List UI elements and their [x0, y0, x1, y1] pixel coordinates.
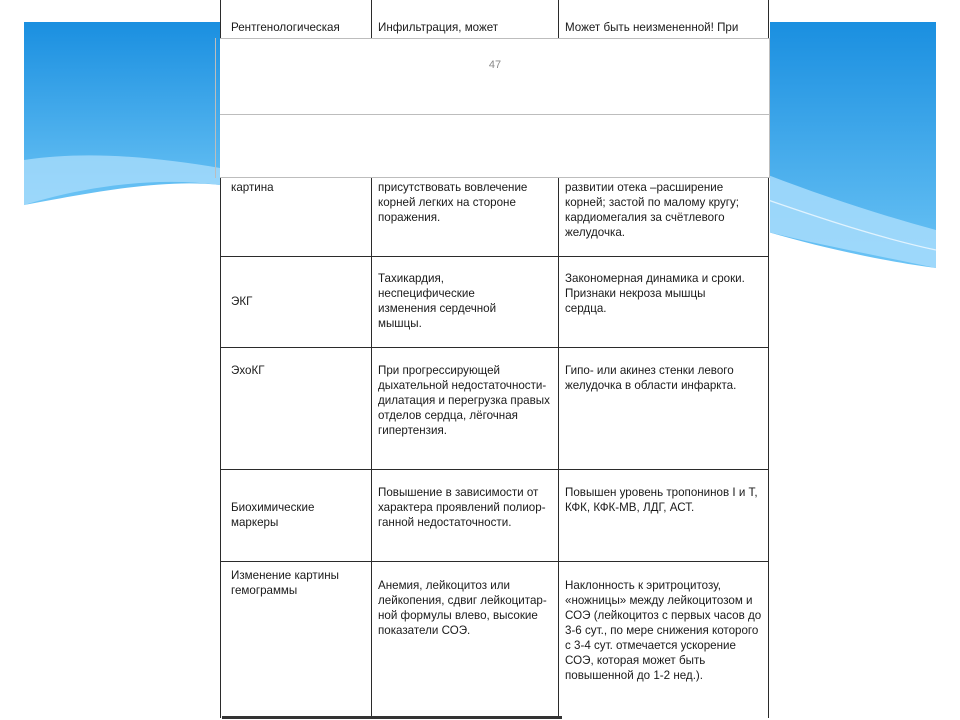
- cropped-caption-line: [222, 713, 562, 720]
- document-page: [220, 0, 770, 720]
- table-cell: Повышение в зависимости от характера проявлений полиор-ганной недостаточности.: [378, 486, 546, 529]
- table-cell-label: Рентгенологическая: [231, 21, 340, 34]
- table-cell-label: Биохимические маркеры: [231, 501, 315, 529]
- table-cell-label: ЭхоКГ: [231, 364, 265, 377]
- table-cell: развитии отека –расширение корней; застой по малому кругу; кардиомегалия за счётлевого желудочка.: [565, 181, 740, 239]
- page-break: [220, 38, 770, 178]
- table-cell-label: картина: [231, 181, 274, 194]
- table-cell: Повышен уровень тропонинов I и Т, КФК, КФК-МВ, ЛДГ, АСТ.: [565, 486, 758, 514]
- table-cell-label: ЭКГ: [231, 295, 253, 308]
- page-edge-right: [769, 38, 770, 178]
- table-cell: Тахикардия, неспецифические изменения сердечной мышцы.: [378, 272, 497, 330]
- table-row-separator: [220, 347, 769, 348]
- table-cell: Инфильтрация, может: [378, 21, 499, 34]
- table-cell: При прогрессирующей дыхательной недостаточности-дилатация и перегрузка правых отделов сердца, лёгочная гипертензия.: [378, 364, 550, 437]
- table-cell: Анемия, лейкоцитоз или лейкопения, сдвиг лейкоцитар-ной формулы влево, высокие показатели СОЭ.: [378, 579, 547, 637]
- table-row-separator: [220, 256, 769, 257]
- table-cell: Наклонность к эритроцитозу, «ножницы» между лейкоцитозом и СОЭ (лейкоцитоз с первых часов до 3-6 сут., по мере снижения которого с 3-4 сут. отмечается ускорение СОЭ, которая может быть повышенной до 1-2 нед.).: [565, 579, 762, 682]
- page-number: 47: [488, 59, 502, 71]
- page-edge-left: [215, 38, 216, 178]
- table-cell: Может быть неизмененной! При: [565, 21, 739, 34]
- page-gap-divider: [220, 114, 770, 115]
- table-row-separator: [220, 469, 769, 470]
- table-cell: присутствовать вовлечение корней легких на стороне поражения.: [378, 181, 528, 224]
- table-cell-label: Изменение картины гемограммы: [231, 569, 339, 597]
- table-cell: Гипо- или акинез стенки левого желудочка в области инфаркта.: [565, 364, 737, 392]
- table-row-separator: [220, 561, 769, 562]
- table-cell: Закономерная динамика и сроки. Признаки некроза мышцы сердца.: [565, 272, 745, 315]
